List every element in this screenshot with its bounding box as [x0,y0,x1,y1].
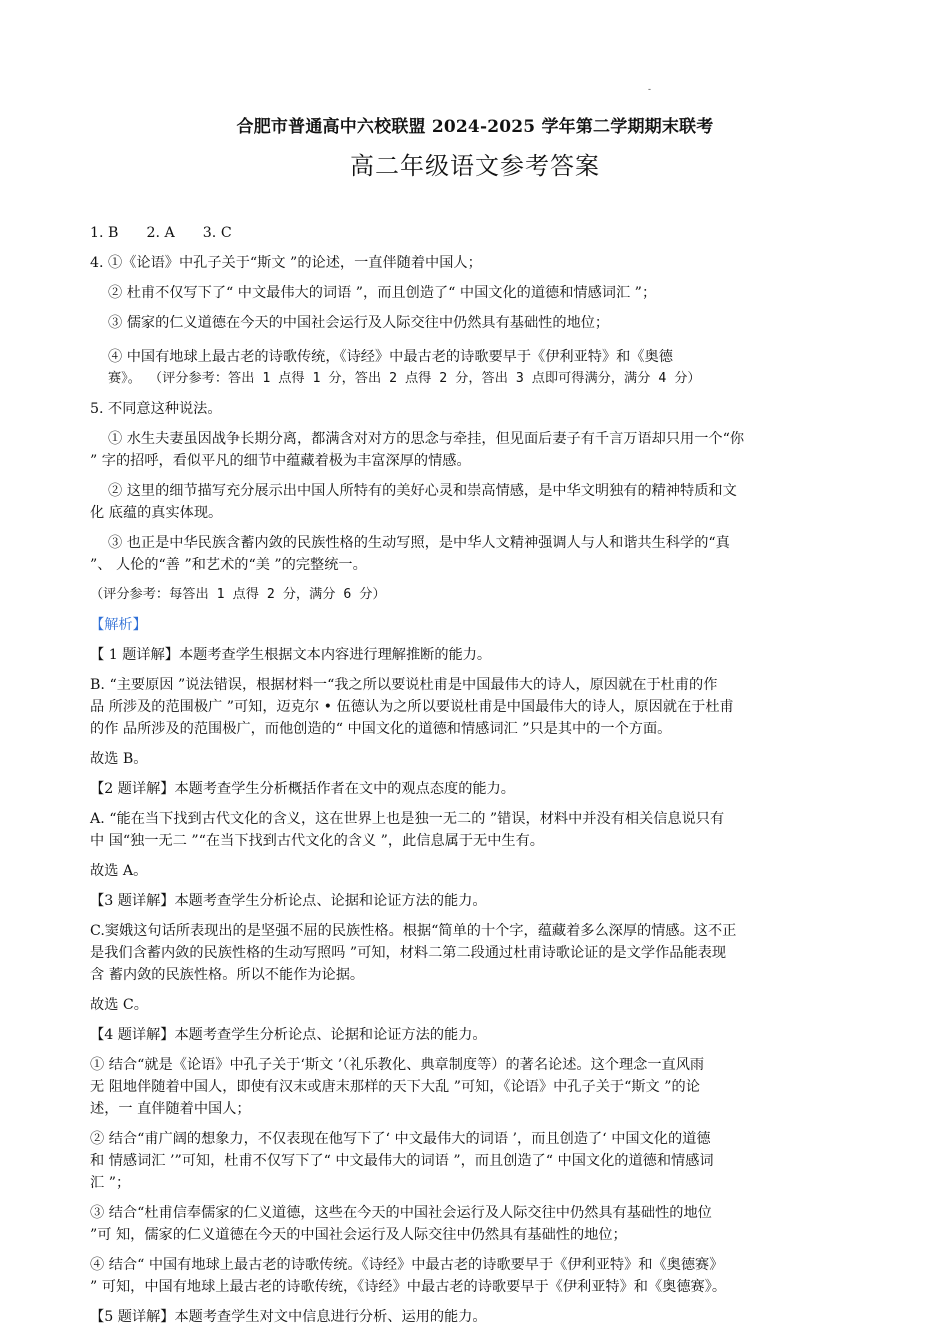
q4-analysis-heading: 【4 题详解】本题考查学生分析论点、论据和论证方法的能力。 [90,1027,487,1043]
q4-analysis-1a: ① 结合“就是《论语》中孔子关于‘斯文 ’（礼乐教化、典章制度等）的著名论述。这个理念一直风雨 [90,1057,705,1073]
q5-scoring: （评分参考：每答出 1 点得 2 分，满分 6 分） [90,587,386,602]
header-mark: - [648,84,651,94]
q3-analysis-line-1: C.窦娥这句话所表现出的是坚强不屈的民族性格。根据“简单的十个字，蕴藏着多么深厚的情感。这不正 [90,923,737,939]
q5-point-2a: ② 这里的细节描写充分展示出中国人所特有的美好心灵和崇高情感，是中华文明独有的精神特质和文 [108,483,737,499]
q2-analysis-line-2: 中 国“独一无二 ”“在当下找到古代文化的含义 ”，此信息属于无中生有。 [90,833,544,849]
q1-analysis-line-1: B. “主要原因 ”说法错误，根据材料一“我之所以要说杜甫是中国最伟大的诗人，原因就在于杜甫的作 [90,677,718,693]
q5-analysis-heading: 【5 题详解】本题考查学生对文中信息进行分析、运用的能力。 [90,1309,487,1325]
q4-analysis-4a: ④ 结合“ 中国有地球上最古老的诗歌传统。《诗经》中最古老的诗歌要早于《伊利亚特》和《奥德赛》 [90,1257,724,1273]
choice-answers [90,222,870,244]
q3-analysis-heading: 【3 题详解】本题考查学生分析论点、论据和论证方法的能力。 [90,893,487,909]
q2-analysis-line-1: A. “能在当下找到古代文化的含义，这在世界上也是独一无二的 ”错误，材料中并没有相关信息说只有 [90,811,725,827]
q4-analysis-3b: ”可 知，儒家的仁义道德在今天的中国社会运行及人际交往中仍然具有基础性的地位； [90,1227,627,1243]
q4-analysis-1c: 述，一 直伴随着中国人； [90,1101,251,1117]
q4-point-4a: ④ 中国有地球上最古老的诗歌传统，《诗经》中最古老的诗歌要早于《伊利亚特》和《奥德 [108,349,673,365]
q5-intro: 5. 不同意这种说法。 [90,401,222,417]
q5-point-1a: ① 水生夫妻虽因战争长期分离，都满含对对方的思念与牵挂，但见面后妻子有千言万语却只用一个“你 [108,431,745,447]
answer-1: 1. B [90,225,119,241]
q4-point-2: ② 杜甫不仅写下了“ 中文最伟大的词语 ”，而且创造了“ 中国文化的道德和情感词汇 ”； [108,285,657,301]
q1-answer: 故选 B。 [90,751,148,767]
q3-answer: 故选 C。 [90,997,148,1013]
page-title: 高二年级语文参考答案 [350,152,600,180]
q2-analysis-heading: 【2 题详解】本题考查学生分析概括作者在文中的观点态度的能力。 [90,781,515,797]
q5-point-2b: 化 底蕴的真实体现。 [90,505,223,521]
q5-point-3b: ”、 人伦的“善 ”和艺术的“美 ”的完整统一。 [90,557,367,573]
q1-analysis-line-2: 品 所涉及的范围极广 ”可知，迈克尔 • 伍德认为之所以要说杜甫是中国最伟大的诗人，原因就在于杜甫 [90,699,734,715]
q3-analysis-line-2: 是我们含蓄内敛的民族性格的生动写照吗 ”可知，材料二第二段通过杜甫诗歌论证的是文学作品能表现 [90,945,727,961]
answer-content [90,222,870,1328]
q4-analysis-2a: ② 结合“甫广阔的想象力，不仅表现在他写下了‘ 中文最伟大的词语 ’，而且创造了‘ 中国文化的道德 [90,1131,711,1147]
exam-title: 合肥市普通高中六校联盟 2024-2025 学年第二学期期末联考 [236,117,714,137]
q5-point-3a: ③ 也正是中华民族含蓄内敛的民族性格的生动写照，是中华人文精神强调人与人和谐共生科学的“真 [108,535,730,551]
q2-answer: 故选 A。 [90,863,148,879]
answer-2: 2. A [146,225,175,241]
q4-analysis-1b: 无 阻地伴随着中国人，即使有汉末或唐末那样的天下大乱 ”可知，《论语》中孔子关于“斯文 ”的论 [90,1079,700,1095]
q4-analysis-3a: ③ 结合“杜甫信奉儒家的仁义道德，这些在今天的中国社会运行及人际交往中仍然具有基础性的地位 [90,1205,712,1221]
analysis-label: 【解析】 [90,617,147,633]
q3-analysis-line-3: 含 蓄内敛的民族性格。所以不能作为论据。 [90,967,365,983]
q1-analysis-heading: 【 1 题详解】本题考查学生根据文本内容进行理解推断的能力。 [90,647,492,663]
q4-point-3: ③ 儒家的仁义道德在今天的中国社会运行及人际交往中仍然具有基础性的地位； [108,315,610,331]
q4-point-4b: 赛》。 （评分参考：答出 1 点得 1 分，答出 2 点得 2 分，答出 3 点即可得满分，满分 4 分） [108,371,701,386]
q4-analysis-4b: ” 可知，中国有地球上最古老的诗歌传统，《诗经》中最古老的诗歌要早于《伊利亚特》和《奥德赛》。 [90,1279,727,1295]
answer-3: 3. C [202,225,232,241]
q4-analysis-2c: 汇 ”； [90,1175,131,1191]
q5-point-1b: ” 字的招呼，看似平凡的细节中蕴藏着极为丰富深厚的情感。 [90,453,471,469]
q4-analysis-2b: 和 情感词汇 ’”可知，杜甫不仅写下了“ 中文最伟大的词语 ”，而且创造了“ 中国文化的道德和情感词 [90,1153,714,1169]
q1-analysis-line-3: 的作 品所涉及的范围极广，而他创造的“ 中国文化的道德和情感词汇 ”只是其中的一个方面。 [90,721,672,737]
q4-intro: 4. ①《论语》中孔子关于“斯文 ”的论述，一直伴随着中国人； [90,255,482,271]
